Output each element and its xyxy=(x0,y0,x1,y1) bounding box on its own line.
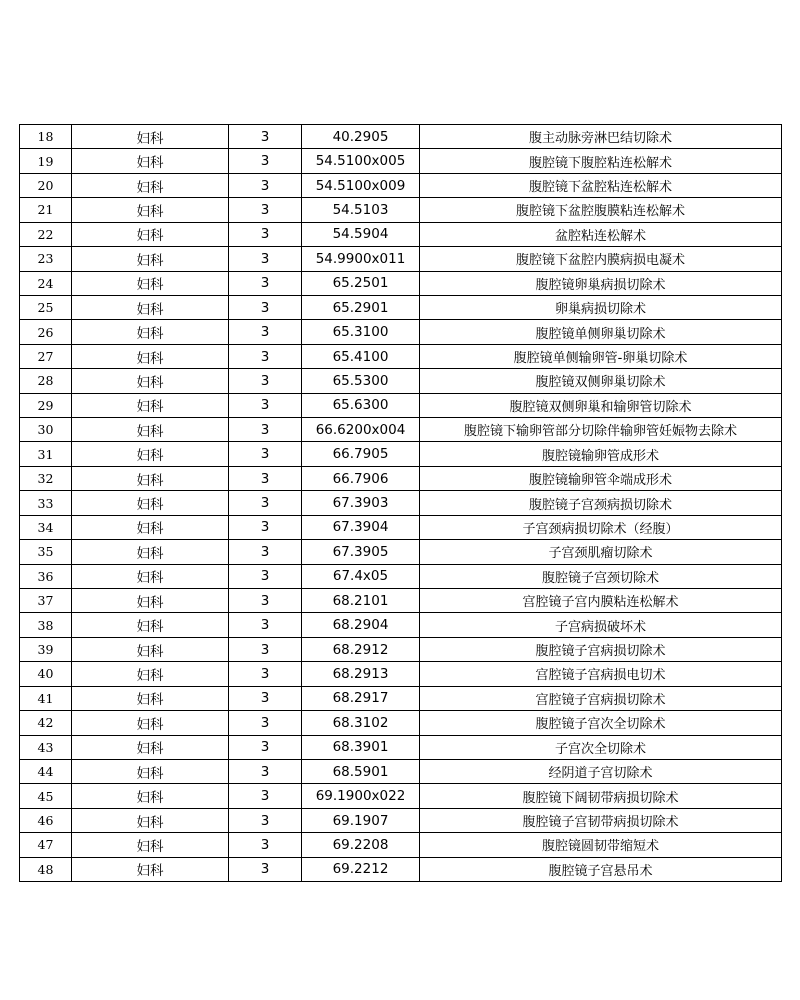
procedure-code-cell: 68.2912 xyxy=(302,637,420,661)
procedure-code-cell: 69.1900x022 xyxy=(302,784,420,808)
table-row xyxy=(20,833,782,857)
procedure-code-cell: 69.2208 xyxy=(302,833,420,857)
table-row xyxy=(20,686,782,710)
department-cell: 妇科 xyxy=(72,784,229,808)
row-number-cell: 22 xyxy=(20,222,72,246)
procedure-name-cell: 子宫次全切除术 xyxy=(420,735,782,759)
department-cell: 妇科 xyxy=(72,198,229,222)
department-cell: 妇科 xyxy=(72,686,229,710)
procedure-name-cell: 腹腔镜子宫次全切除术 xyxy=(420,711,782,735)
surgery-level-cell: 3 xyxy=(229,857,302,881)
procedure-code-cell: 68.5901 xyxy=(302,759,420,783)
department-cell: 妇科 xyxy=(72,149,229,173)
procedure-code-cell: 67.3904 xyxy=(302,515,420,539)
row-number-cell: 26 xyxy=(20,320,72,344)
row-number-cell: 29 xyxy=(20,393,72,417)
row-number-cell: 21 xyxy=(20,198,72,222)
procedure-code-cell: 54.5904 xyxy=(302,222,420,246)
procedure-name-cell: 腹腔镜子宫悬吊术 xyxy=(420,857,782,881)
department-cell: 妇科 xyxy=(72,344,229,368)
department-cell: 妇科 xyxy=(72,857,229,881)
table-row xyxy=(20,759,782,783)
table-row xyxy=(20,247,782,271)
surgery-level-cell: 3 xyxy=(229,711,302,735)
procedure-name-cell: 宫腔镜子宫内膜粘连松解术 xyxy=(420,589,782,613)
row-number-cell: 39 xyxy=(20,637,72,661)
procedure-code-cell: 66.7906 xyxy=(302,466,420,490)
row-number-cell: 34 xyxy=(20,515,72,539)
row-number-cell: 41 xyxy=(20,686,72,710)
row-number-cell: 20 xyxy=(20,173,72,197)
procedure-code-cell: 68.3102 xyxy=(302,711,420,735)
procedure-code-cell: 69.2212 xyxy=(302,857,420,881)
department-cell: 妇科 xyxy=(72,613,229,637)
table-row xyxy=(20,589,782,613)
procedure-code-cell: 65.2501 xyxy=(302,271,420,295)
department-cell: 妇科 xyxy=(72,369,229,393)
row-number-cell: 36 xyxy=(20,564,72,588)
procedure-name-cell: 宫腔镜子宫病损电切术 xyxy=(420,662,782,686)
surgery-level-cell: 3 xyxy=(229,198,302,222)
procedure-code-cell: 65.3100 xyxy=(302,320,420,344)
surgery-level-cell: 3 xyxy=(229,149,302,173)
row-number-cell: 38 xyxy=(20,613,72,637)
table-row xyxy=(20,784,782,808)
procedure-code-cell: 54.5100x005 xyxy=(302,149,420,173)
table-row xyxy=(20,125,782,149)
surgery-level-cell: 3 xyxy=(229,833,302,857)
procedure-name-cell: 腹腔镜单侧输卵管-卵巢切除术 xyxy=(420,344,782,368)
table-row xyxy=(20,857,782,881)
department-cell: 妇科 xyxy=(72,393,229,417)
procedure-name-cell: 卵巢病损切除术 xyxy=(420,295,782,319)
procedure-code-cell: 66.7905 xyxy=(302,442,420,466)
procedure-code-cell: 68.3901 xyxy=(302,735,420,759)
department-cell: 妇科 xyxy=(72,711,229,735)
surgery-level-cell: 3 xyxy=(229,369,302,393)
procedure-name-cell: 子宫颈肌瘤切除术 xyxy=(420,540,782,564)
procedure-code-cell: 54.5100x009 xyxy=(302,173,420,197)
procedure-name-cell: 腹主动脉旁淋巴结切除术 xyxy=(420,125,782,149)
row-number-cell: 28 xyxy=(20,369,72,393)
table-row xyxy=(20,540,782,564)
table-row xyxy=(20,442,782,466)
table-row xyxy=(20,369,782,393)
procedure-name-cell: 子宫病损破坏术 xyxy=(420,613,782,637)
surgery-level-cell: 3 xyxy=(229,564,302,588)
procedure-code-cell: 65.6300 xyxy=(302,393,420,417)
surgery-level-cell: 3 xyxy=(229,686,302,710)
table-row xyxy=(20,295,782,319)
row-number-cell: 44 xyxy=(20,759,72,783)
department-cell: 妇科 xyxy=(72,295,229,319)
surgery-level-cell: 3 xyxy=(229,393,302,417)
procedure-code-cell: 67.3903 xyxy=(302,491,420,515)
table-row xyxy=(20,808,782,832)
procedure-code-cell: 54.9900x011 xyxy=(302,247,420,271)
procedure-code-cell: 68.2101 xyxy=(302,589,420,613)
procedure-code-cell: 66.6200x004 xyxy=(302,418,420,442)
row-number-cell: 33 xyxy=(20,491,72,515)
procedure-name-cell: 腹腔镜输卵管成形术 xyxy=(420,442,782,466)
procedure-name-cell: 腹腔镜下盆腔腹膜粘连松解术 xyxy=(420,198,782,222)
department-cell: 妇科 xyxy=(72,833,229,857)
procedure-name-cell: 盆腔粘连松解术 xyxy=(420,222,782,246)
department-cell: 妇科 xyxy=(72,515,229,539)
table-row xyxy=(20,173,782,197)
surgery-level-cell: 3 xyxy=(229,613,302,637)
row-number-cell: 48 xyxy=(20,857,72,881)
procedure-code-cell: 68.2917 xyxy=(302,686,420,710)
table-row xyxy=(20,418,782,442)
procedure-name-cell: 腹腔镜子宫病损切除术 xyxy=(420,637,782,661)
procedure-name-cell: 腹腔镜卵巢病损切除术 xyxy=(420,271,782,295)
table-row xyxy=(20,711,782,735)
row-number-cell: 31 xyxy=(20,442,72,466)
table-row xyxy=(20,613,782,637)
surgery-level-cell: 3 xyxy=(229,784,302,808)
row-number-cell: 35 xyxy=(20,540,72,564)
surgery-level-cell: 3 xyxy=(229,247,302,271)
procedure-code-cell: 67.3905 xyxy=(302,540,420,564)
row-number-cell: 45 xyxy=(20,784,72,808)
procedure-name-cell: 腹腔镜圆韧带缩短术 xyxy=(420,833,782,857)
department-cell: 妇科 xyxy=(72,125,229,149)
row-number-cell: 23 xyxy=(20,247,72,271)
surgery-level-cell: 3 xyxy=(229,466,302,490)
row-number-cell: 18 xyxy=(20,125,72,149)
procedure-name-cell: 腹腔镜子宫韧带病损切除术 xyxy=(420,808,782,832)
surgery-level-cell: 3 xyxy=(229,540,302,564)
department-cell: 妇科 xyxy=(72,271,229,295)
table-row xyxy=(20,344,782,368)
table-row xyxy=(20,466,782,490)
department-cell: 妇科 xyxy=(72,222,229,246)
procedure-name-cell: 宫腔镜子宫病损切除术 xyxy=(420,686,782,710)
procedure-code-cell: 54.5103 xyxy=(302,198,420,222)
table-row xyxy=(20,491,782,515)
department-cell: 妇科 xyxy=(72,466,229,490)
department-cell: 妇科 xyxy=(72,173,229,197)
procedure-name-cell: 腹腔镜单侧卵巢切除术 xyxy=(420,320,782,344)
table-row xyxy=(20,393,782,417)
procedure-name-cell: 腹腔镜下阔韧带病损切除术 xyxy=(420,784,782,808)
department-cell: 妇科 xyxy=(72,320,229,344)
department-cell: 妇科 xyxy=(72,540,229,564)
procedure-name-cell: 腹腔镜子宫颈切除术 xyxy=(420,564,782,588)
surgery-level-cell: 3 xyxy=(229,442,302,466)
row-number-cell: 40 xyxy=(20,662,72,686)
row-number-cell: 27 xyxy=(20,344,72,368)
procedure-code-cell: 68.2913 xyxy=(302,662,420,686)
department-cell: 妇科 xyxy=(72,759,229,783)
table-row xyxy=(20,662,782,686)
department-cell: 妇科 xyxy=(72,637,229,661)
surgery-level-cell: 3 xyxy=(229,222,302,246)
procedure-code-cell: 68.2904 xyxy=(302,613,420,637)
procedure-table-body xyxy=(20,125,782,882)
table-row xyxy=(20,149,782,173)
row-number-cell: 32 xyxy=(20,466,72,490)
procedure-name-cell: 腹腔镜双侧卵巢和输卵管切除术 xyxy=(420,393,782,417)
table-row xyxy=(20,564,782,588)
procedure-code-cell: 65.5300 xyxy=(302,369,420,393)
surgery-level-cell: 3 xyxy=(229,735,302,759)
row-number-cell: 19 xyxy=(20,149,72,173)
department-cell: 妇科 xyxy=(72,808,229,832)
procedure-code-cell: 65.2901 xyxy=(302,295,420,319)
table-row xyxy=(20,637,782,661)
procedure-name-cell: 腹腔镜下盆腔内膜病损电凝术 xyxy=(420,247,782,271)
department-cell: 妇科 xyxy=(72,564,229,588)
department-cell: 妇科 xyxy=(72,589,229,613)
surgery-level-cell: 3 xyxy=(229,808,302,832)
procedure-table xyxy=(19,124,782,882)
table-row xyxy=(20,320,782,344)
surgery-level-cell: 3 xyxy=(229,418,302,442)
procedure-name-cell: 腹腔镜下输卵管部分切除伴输卵管妊娠物去除术 xyxy=(420,418,782,442)
table-row xyxy=(20,735,782,759)
department-cell: 妇科 xyxy=(72,247,229,271)
procedure-code-cell: 69.1907 xyxy=(302,808,420,832)
table-row xyxy=(20,515,782,539)
department-cell: 妇科 xyxy=(72,662,229,686)
procedure-name-cell: 腹腔镜双侧卵巢切除术 xyxy=(420,369,782,393)
surgery-level-cell: 3 xyxy=(229,295,302,319)
surgery-level-cell: 3 xyxy=(229,320,302,344)
procedure-name-cell: 腹腔镜子宫颈病损切除术 xyxy=(420,491,782,515)
row-number-cell: 25 xyxy=(20,295,72,319)
department-cell: 妇科 xyxy=(72,418,229,442)
procedure-code-cell: 40.2905 xyxy=(302,125,420,149)
procedure-code-cell: 67.4x05 xyxy=(302,564,420,588)
row-number-cell: 46 xyxy=(20,808,72,832)
procedure-name-cell: 腹腔镜输卵管伞端成形术 xyxy=(420,466,782,490)
surgery-level-cell: 3 xyxy=(229,515,302,539)
surgery-level-cell: 3 xyxy=(229,662,302,686)
row-number-cell: 42 xyxy=(20,711,72,735)
surgery-level-cell: 3 xyxy=(229,759,302,783)
row-number-cell: 43 xyxy=(20,735,72,759)
surgery-level-cell: 3 xyxy=(229,589,302,613)
table-row xyxy=(20,198,782,222)
row-number-cell: 30 xyxy=(20,418,72,442)
surgery-level-cell: 3 xyxy=(229,637,302,661)
department-cell: 妇科 xyxy=(72,735,229,759)
table-row xyxy=(20,222,782,246)
department-cell: 妇科 xyxy=(72,442,229,466)
surgery-level-cell: 3 xyxy=(229,344,302,368)
row-number-cell: 37 xyxy=(20,589,72,613)
table-row xyxy=(20,271,782,295)
row-number-cell: 47 xyxy=(20,833,72,857)
department-cell: 妇科 xyxy=(72,491,229,515)
surgery-level-cell: 3 xyxy=(229,491,302,515)
surgery-level-cell: 3 xyxy=(229,173,302,197)
procedure-name-cell: 腹腔镜下腹腔粘连松解术 xyxy=(420,149,782,173)
procedure-name-cell: 子宫颈病损切除术（经腹） xyxy=(420,515,782,539)
procedure-code-cell: 65.4100 xyxy=(302,344,420,368)
surgery-level-cell: 3 xyxy=(229,271,302,295)
procedure-name-cell: 经阴道子宫切除术 xyxy=(420,759,782,783)
row-number-cell: 24 xyxy=(20,271,72,295)
surgery-level-cell: 3 xyxy=(229,125,302,149)
procedure-name-cell: 腹腔镜下盆腔粘连松解术 xyxy=(420,173,782,197)
